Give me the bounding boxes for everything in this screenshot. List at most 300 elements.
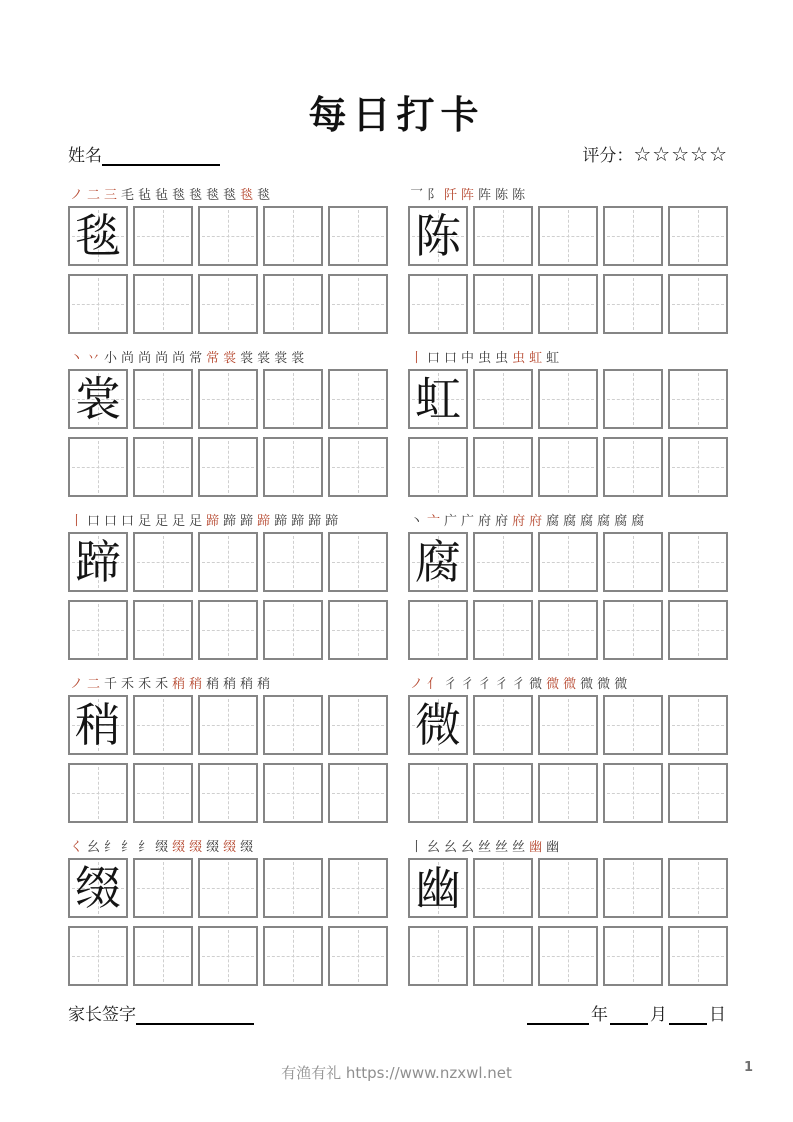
stroke-step: 常 [206,351,220,366]
vertical-guide-line [228,278,229,330]
practice-cell [473,532,533,592]
practice-cell [408,369,468,429]
practice-cell [263,274,323,334]
practice-cell [198,274,258,334]
stroke-step: 禾 [121,677,135,692]
practice-cell [408,600,468,660]
vertical-guide-line [503,278,504,330]
vertical-guide-line [698,210,699,262]
vertical-guide-line [163,930,164,982]
practice-cell [603,695,663,755]
stroke-step: 纟 [138,840,152,855]
stroke-step: 小 [104,351,118,366]
vertical-guide-line [293,441,294,493]
character-sample: 缀 [75,861,121,915]
character-sample: 虹 [415,372,461,426]
practice-cell [473,695,533,755]
vertical-guide-line [698,604,699,656]
vertical-guide-line [633,862,634,914]
practice-cell [668,274,728,334]
vertical-guide-line [698,536,699,588]
practice-cell [408,532,468,592]
stroke-step: 尚 [121,351,135,366]
practice-cell [133,926,193,986]
signature-label: 家长签字 [68,1005,136,1025]
vertical-guide-line [633,699,634,751]
stroke-step: 丶 [410,514,424,529]
character-sample: 蹄 [75,535,121,589]
practice-cell [408,206,468,266]
stroke-step: 彳 [461,677,475,692]
vertical-guide-line [293,373,294,425]
stroke-step: 中 [461,351,475,366]
stroke-step: 缀 [240,840,254,855]
practice-cell [198,437,258,497]
stroke-step: 丝 [495,840,509,855]
practice-section-7 [68,675,388,823]
practice-grid [68,695,388,823]
vertical-guide-line [568,862,569,914]
stroke-step: 纟 [104,840,118,855]
practice-cell [328,369,388,429]
vertical-guide-line [163,210,164,262]
stroke-step: 府 [478,514,492,529]
vertical-guide-line [503,699,504,751]
practice-cell [408,274,468,334]
month-label: 月 [650,1005,667,1025]
vertical-guide-line [633,210,634,262]
practice-cell [68,274,128,334]
vertical-guide-line [698,699,699,751]
practice-cell [133,369,193,429]
stroke-step: 微 [614,677,628,692]
practice-cell [198,369,258,429]
stroke-step: 幽 [529,840,543,855]
practice-cell [668,437,728,497]
stroke-step: 毛 [121,188,135,203]
practice-cell [473,369,533,429]
practice-cell [328,532,388,592]
character-sample: 腐 [415,535,461,589]
stroke-step: 毯 [257,188,271,203]
vertical-guide-line [698,767,699,819]
stroke-step: 府 [529,514,543,529]
vertical-guide-line [163,767,164,819]
practice-cell [603,532,663,592]
vertical-guide-line [698,278,699,330]
stroke-step: 虫 [478,351,492,366]
practice-cell [68,532,128,592]
practice-cell [473,763,533,823]
practice-section-2 [408,186,728,334]
practice-cell [473,858,533,918]
stroke-step: 缀 [223,840,237,855]
practice-cell [538,532,598,592]
stroke-step: 毯 [223,188,237,203]
stroke-step: 足 [189,514,203,529]
stroke-step: 口 [427,351,441,366]
vertical-guide-line [358,536,359,588]
practice-cell [538,437,598,497]
vertical-guide-line [358,278,359,330]
practice-cell [198,206,258,266]
vertical-guide-line [438,767,439,819]
practice-cell [133,695,193,755]
vertical-guide-line [568,930,569,982]
vertical-guide-line [698,862,699,914]
vertical-guide-line [293,699,294,751]
practice-cell [263,858,323,918]
practice-cell [263,437,323,497]
practice-cell [198,600,258,660]
stroke-step: 裳 [291,351,305,366]
stroke-step: 尚 [155,351,169,366]
practice-cell [603,206,663,266]
practice-cell [408,763,468,823]
day-label: 日 [709,1005,726,1025]
stroke-step: 稍 [172,677,186,692]
vertical-guide-line [568,604,569,656]
practice-cell [133,206,193,266]
practice-cell [603,926,663,986]
date-group [527,1000,728,1025]
stroke-step: 口 [444,351,458,366]
stroke-step: 毯 [240,188,254,203]
stroke-step: 微 [563,677,577,692]
stroke-step: 禾 [155,677,169,692]
stroke-step: 毡 [155,188,169,203]
vertical-guide-line [503,441,504,493]
practice-cell [68,926,128,986]
vertical-guide-line [568,210,569,262]
score-label: 评分： [582,146,634,166]
stroke-step: 阝 [427,188,441,203]
practice-grid [68,532,388,660]
parent-signature-group [68,1000,254,1025]
character-sample: 陈 [415,209,461,263]
vertical-guide-line [438,930,439,982]
stroke-step: 稍 [240,677,254,692]
practice-cell [668,763,728,823]
character-sample: 幽 [415,861,461,915]
vertical-guide-line [568,536,569,588]
stroke-step: 亻 [427,677,441,692]
practice-cell [328,926,388,986]
vertical-guide-line [358,441,359,493]
practice-cell [133,763,193,823]
stroke-step: 虫 [512,351,526,366]
stroke-step: 千 [104,677,118,692]
character-sample: 裳 [75,372,121,426]
practice-cell [603,858,663,918]
stroke-step: 阡 [444,188,458,203]
practice-cell [668,532,728,592]
vertical-guide-line [163,441,164,493]
practice-cell [538,926,598,986]
practice-cell [668,695,728,755]
stroke-step: 陈 [495,188,509,203]
vertical-guide-line [503,767,504,819]
vertical-guide-line [228,862,229,914]
practice-grid [68,369,388,497]
stroke-order-row [410,186,728,202]
practice-cell [198,763,258,823]
character-sample: 稍 [75,698,121,752]
site-footer-text: 有渔有礼 https://www.nzxwl.net [281,1064,512,1082]
stroke-step: 三 [104,188,118,203]
practice-cell [668,600,728,660]
stroke-step: 蹄 [240,514,254,529]
year-label: 年 [591,1005,608,1025]
vertical-guide-line [293,278,294,330]
stroke-step: 彳 [478,677,492,692]
practice-cell [328,437,388,497]
stroke-step: 腐 [631,514,645,529]
stroke-step: 裳 [223,351,237,366]
practice-cell [263,695,323,755]
practice-cell [198,926,258,986]
stroke-step: 裳 [274,351,288,366]
stroke-step: 口 [87,514,101,529]
stroke-step: 幺 [444,840,458,855]
practice-cell [133,858,193,918]
stroke-order-row [410,675,728,691]
practice-grid [408,206,728,334]
vertical-guide-line [98,767,99,819]
stroke-step: 二 [87,677,101,692]
vertical-guide-line [293,930,294,982]
vertical-guide-line [633,536,634,588]
practice-section-5 [68,512,388,660]
stroke-step: 府 [512,514,526,529]
practice-cell [263,369,323,429]
stroke-step: 丨 [70,514,84,529]
stroke-step: 二 [87,188,101,203]
stroke-order-row [410,349,728,365]
stroke-step: ノ [70,188,84,203]
month-underline [610,1003,648,1025]
practice-cell [68,437,128,497]
stroke-step: 虹 [546,351,560,366]
vertical-guide-line [698,373,699,425]
practice-cell [538,206,598,266]
vertical-guide-line [503,862,504,914]
stroke-step: 丶 [70,351,84,366]
stroke-step: 蹄 [291,514,305,529]
vertical-guide-line [438,604,439,656]
practice-cell [538,695,598,755]
vertical-guide-line [568,373,569,425]
vertical-guide-line [228,373,229,425]
stroke-step: 腐 [597,514,611,529]
stroke-step: 广 [444,514,458,529]
practice-sections [68,186,728,986]
practice-cell [603,274,663,334]
practice-cell [538,763,598,823]
stroke-step: 乛 [410,188,424,203]
practice-cell [473,600,533,660]
practice-section-9 [68,838,388,986]
day-underline [669,1003,707,1025]
practice-cell [68,206,128,266]
vertical-guide-line [98,441,99,493]
stroke-step: 彳 [512,677,526,692]
practice-cell [328,695,388,755]
vertical-guide-line [293,210,294,262]
stroke-step: 阵 [461,188,475,203]
stroke-step: 蹄 [206,514,220,529]
stroke-step: 蹄 [223,514,237,529]
stroke-step: 常 [189,351,203,366]
practice-cell [473,926,533,986]
vertical-guide-line [503,373,504,425]
vertical-guide-line [228,930,229,982]
practice-cell [603,600,663,660]
stroke-step: 丝 [512,840,526,855]
stroke-step: く [70,840,84,855]
vertical-guide-line [503,210,504,262]
stroke-step: 毯 [189,188,203,203]
stroke-step: 府 [495,514,509,529]
stroke-order-row [410,512,728,528]
stroke-step: 口 [121,514,135,529]
page-title: 每日打卡 [308,92,485,137]
stroke-step: 陈 [512,188,526,203]
practice-cell [263,926,323,986]
stroke-step: 蹄 [325,514,339,529]
vertical-guide-line [633,441,634,493]
practice-cell [538,274,598,334]
practice-grid [408,858,728,986]
practice-grid [408,369,728,497]
stroke-step: 足 [172,514,186,529]
stroke-step: 腐 [563,514,577,529]
character-sample: 毯 [75,209,121,263]
practice-cell [198,532,258,592]
vertical-guide-line [228,767,229,819]
vertical-guide-line [698,930,699,982]
stroke-step: 虫 [495,351,509,366]
vertical-guide-line [163,536,164,588]
stroke-order-row [70,349,388,365]
stroke-step: 丝 [478,840,492,855]
vertical-guide-line [163,862,164,914]
practice-cell [328,274,388,334]
stroke-step: 缀 [172,840,186,855]
stroke-step: 稍 [223,677,237,692]
practice-cell [68,600,128,660]
practice-cell [263,532,323,592]
stroke-step: 腐 [580,514,594,529]
stroke-order-row [70,186,388,202]
practice-grid [68,858,388,986]
stroke-step: 毯 [172,188,186,203]
stroke-step: 彳 [495,677,509,692]
stroke-step: 裳 [240,351,254,366]
character-sample: 微 [415,698,461,752]
vertical-guide-line [633,767,634,819]
practice-cell [263,600,323,660]
vertical-guide-line [698,441,699,493]
vertical-guide-line [358,210,359,262]
practice-cell [133,274,193,334]
practice-cell [198,695,258,755]
vertical-guide-line [568,699,569,751]
vertical-guide-line [98,930,99,982]
stroke-step: 足 [155,514,169,529]
stroke-step: 蹄 [308,514,322,529]
vertical-guide-line [358,604,359,656]
vertical-guide-line [503,604,504,656]
stroke-step: 虹 [529,351,543,366]
practice-cell [668,369,728,429]
practice-cell [408,926,468,986]
vertical-guide-line [293,536,294,588]
vertical-guide-line [163,373,164,425]
stroke-step: 微 [597,677,611,692]
stroke-step: 腐 [546,514,560,529]
practice-cell [328,858,388,918]
year-underline [527,1003,589,1025]
practice-cell [668,858,728,918]
practice-cell [68,763,128,823]
practice-section-10 [408,838,728,986]
stroke-step: ノ [70,677,84,692]
practice-cell [603,763,663,823]
vertical-guide-line [98,604,99,656]
vertical-guide-line [358,862,359,914]
stroke-step: 稍 [257,677,271,692]
stroke-step: 尚 [172,351,186,366]
practice-cell [133,437,193,497]
practice-cell [68,695,128,755]
vertical-guide-line [633,604,634,656]
practice-cell [263,206,323,266]
practice-cell [408,695,468,755]
stroke-step: 丨 [410,351,424,366]
vertical-guide-line [438,278,439,330]
practice-cell [538,369,598,429]
stroke-step: 纟 [121,840,135,855]
stroke-step: 广 [461,514,475,529]
signature-row [68,1000,728,1025]
stroke-order-row [410,838,728,854]
vertical-guide-line [358,930,359,982]
stroke-step: 丷 [87,351,101,366]
vertical-guide-line [358,767,359,819]
practice-grid [68,206,388,334]
practice-cell [68,858,128,918]
stroke-step: 足 [138,514,152,529]
stroke-step: 微 [529,677,543,692]
practice-grid [408,532,728,660]
vertical-guide-line [358,373,359,425]
stroke-order-row [70,838,388,854]
vertical-guide-line [228,699,229,751]
signature-underline [136,1003,254,1025]
stroke-step: 腐 [614,514,628,529]
vertical-guide-line [228,210,229,262]
practice-cell [538,858,598,918]
practice-cell [538,600,598,660]
practice-section-6 [408,512,728,660]
header-row [68,141,728,166]
score-group [582,141,728,166]
vertical-guide-line [503,930,504,982]
stroke-step: ノ [410,677,424,692]
stroke-step: 幺 [461,840,475,855]
stroke-step: 蹄 [257,514,271,529]
